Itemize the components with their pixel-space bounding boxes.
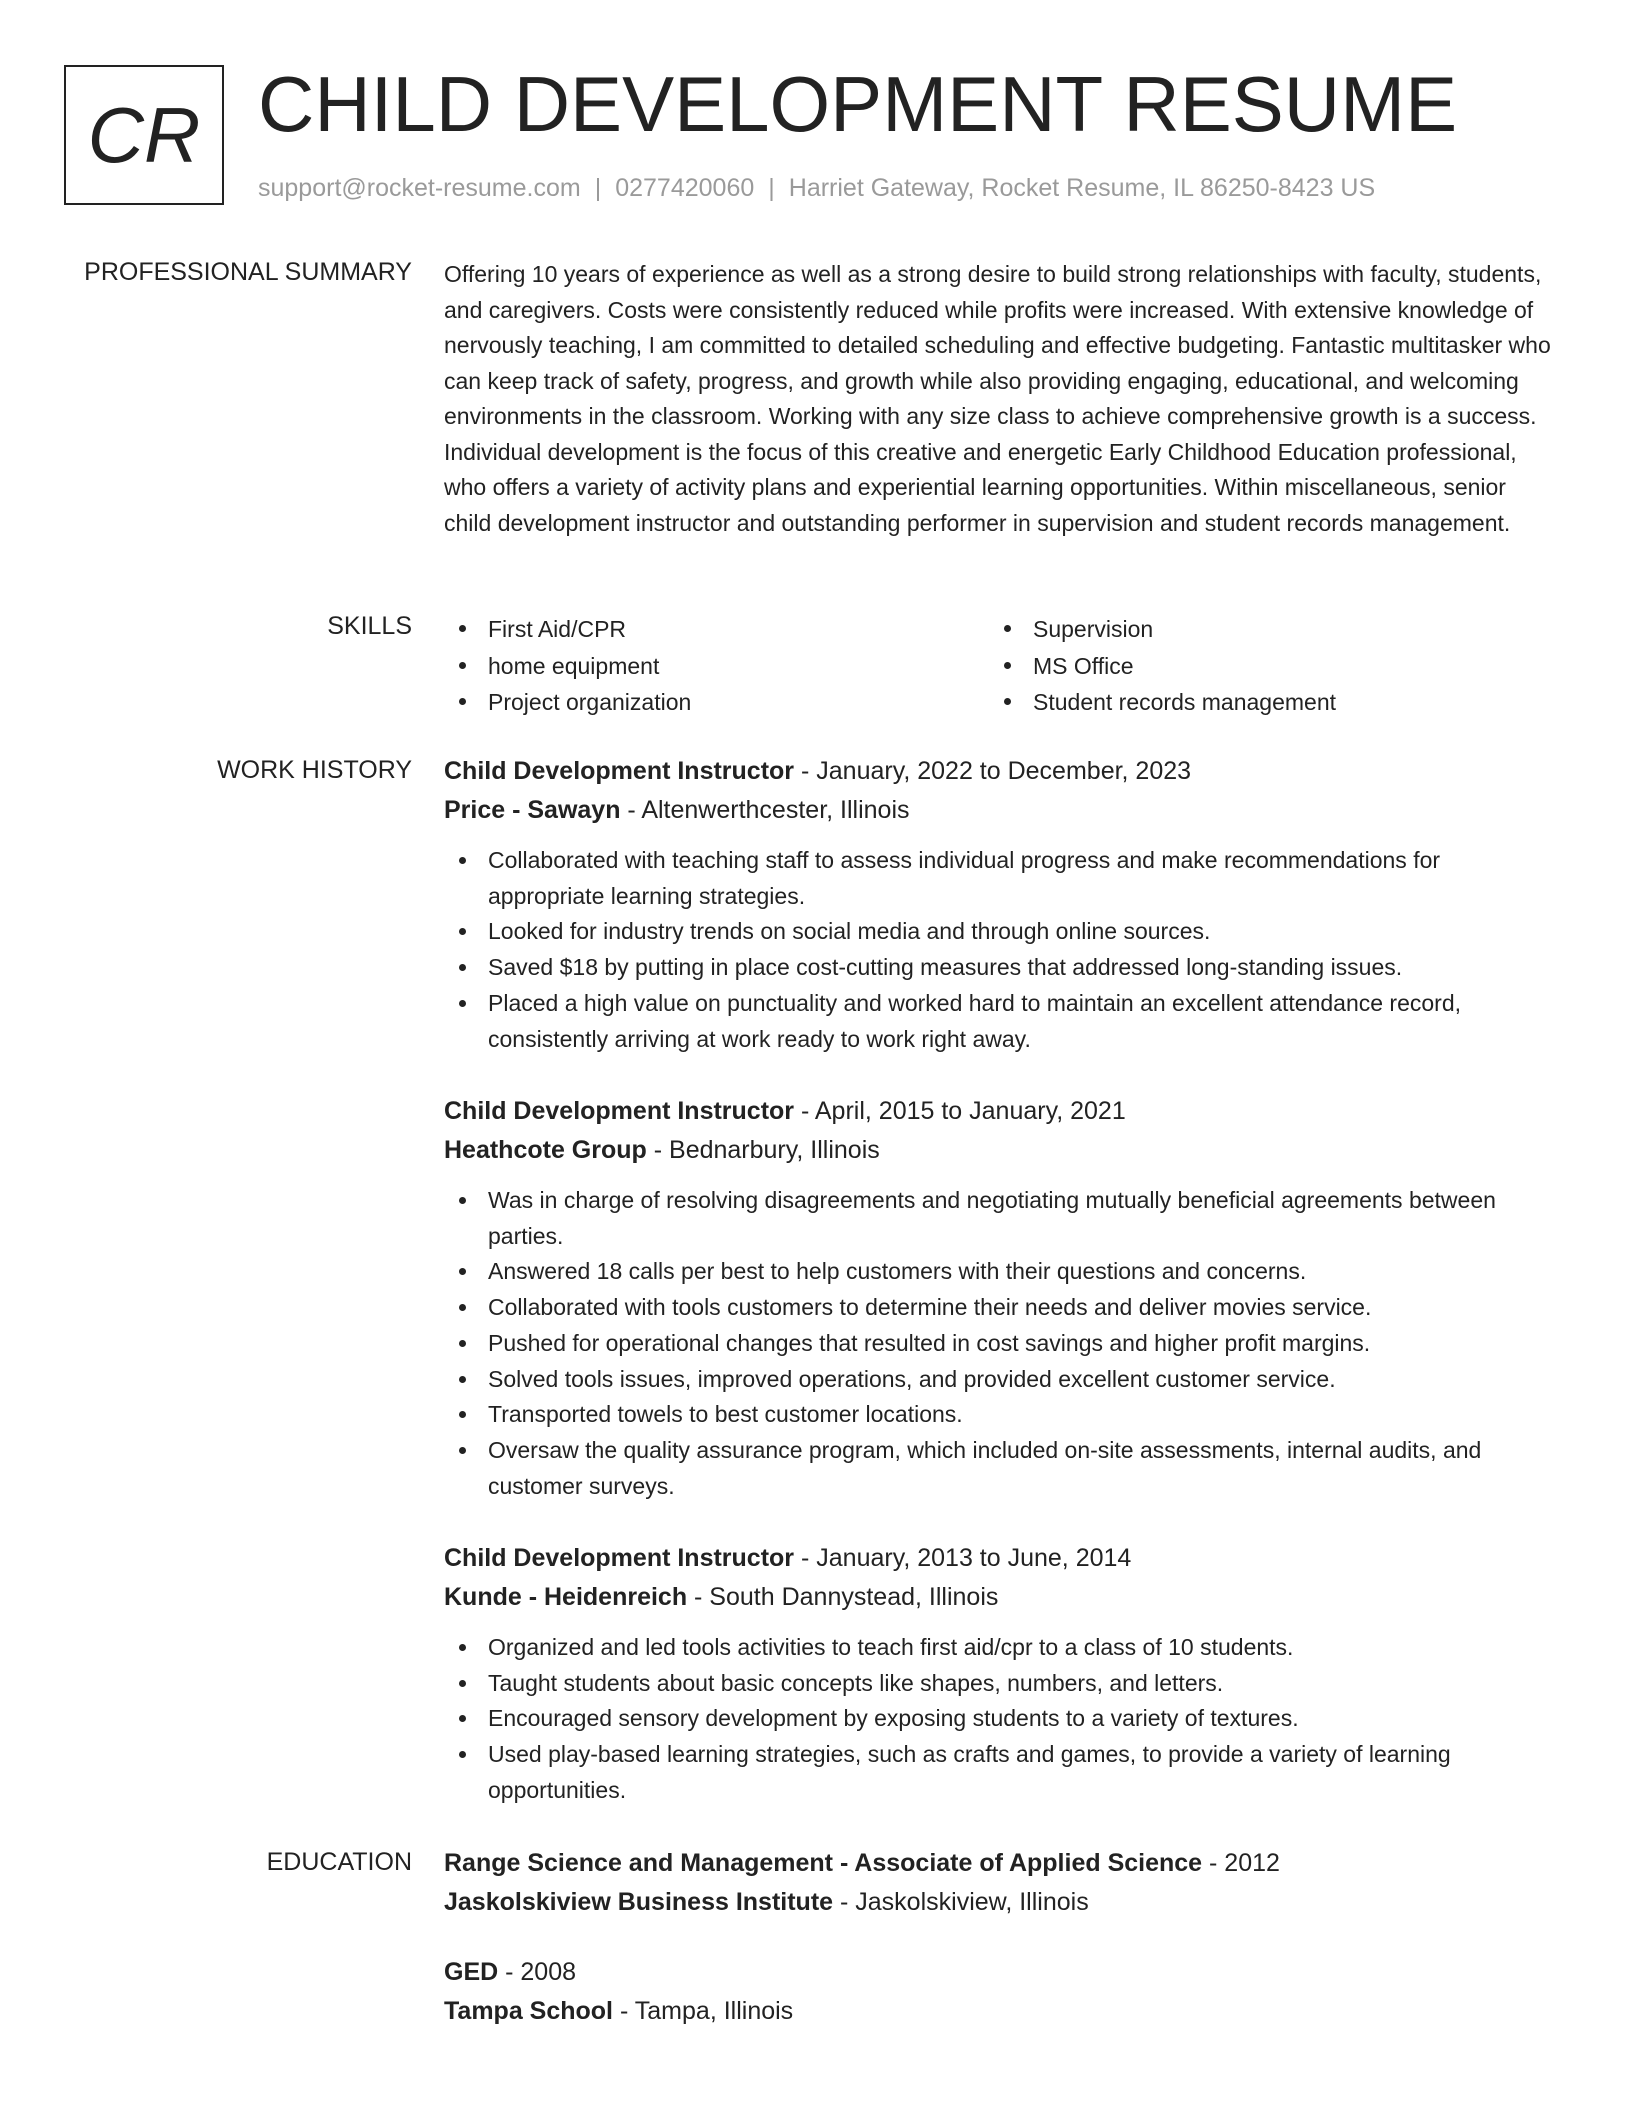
education-location: - Jaskolskiview, Illinois [833,1888,1089,1916]
job-dates: - April, 2015 to January, 2021 [794,1097,1126,1125]
skills-body [444,611,1554,721]
contact-separator: | [594,174,602,202]
job-title: Child Development Instructor [444,757,795,785]
job-bullet: Placed a high value on punctuality and worked hard to maintain an excellent attendance record, consistently arriving at work ready to work right away. [444,986,1554,1057]
job-location: - Altenwerthcester, Illinois [620,796,910,824]
education-degree-line [444,1953,1554,1992]
contact-email: support@rocket-resume.com [258,174,581,202]
job-title-line [444,1092,1554,1131]
education-school-line [444,1992,1554,2031]
job-title-line [444,1539,1554,1578]
skill-item: home equipment [444,648,989,685]
monogram-logo: CR [64,65,224,205]
job-dates: - January, 2013 to June, 2014 [794,1544,1132,1572]
job-bullet: Pushed for operational changes that resulted in cost savings and higher profit margins. [444,1326,1554,1362]
education-entry [444,1844,1554,1922]
job-bullet: Was in charge of resolving disagreements and negotiating mutually beneficial agreements between parties. [444,1183,1554,1254]
education-school: Jaskolskiview Business Institute [444,1888,834,1916]
skill-item: Project organization [444,684,989,721]
job-bullet: Looked for industry trends on social media and through online sources. [444,914,1554,950]
summary-body [444,257,1554,541]
education-year: - 2012 [1202,1849,1280,1877]
job-bullet: Organized and led tools activities to teach first aid/cpr to a class of 10 students. [444,1630,1554,1666]
work-history-heading: WORK HISTORY [217,756,412,784]
job-company-line [444,1578,1554,1617]
education-degree-line [444,1844,1554,1883]
job-entry [444,752,1554,1057]
job-entry [444,1539,1554,1809]
education-degree: GED [444,1958,499,1986]
job-bullet: Collaborated with teaching staff to assess individual progress and make recommendations for appropriate learning strategies. [444,843,1554,914]
education-year: - 2008 [498,1958,577,1986]
job-bullets [444,843,1554,1057]
job-bullet: Used play-based learning strategies, such as crafts and games, to provide a variety of learning opportunities. [444,1737,1554,1808]
job-bullet: Taught students about basic concepts like shapes, numbers, and letters. [444,1666,1554,1702]
contact-line [258,174,1375,203]
job-bullet: Saved $18 by putting in place cost-cutting measures that addressed long-standing issues. [444,950,1554,986]
job-company: Kunde - Heidenreich [444,1583,688,1611]
job-company: Heathcote Group [444,1136,647,1164]
education-school: Tampa School [444,1997,614,2025]
summary-heading: PROFESSIONAL SUMMARY [84,258,412,286]
job-company-line [444,1131,1554,1170]
job-company-line [444,791,1554,830]
skill-item: Student records management [989,684,1534,721]
job-bullets [444,1183,1554,1504]
job-title: Child Development Instructor [444,1544,795,1572]
job-bullet: Answered 18 calls per best to help customers with their questions and concerns. [444,1254,1554,1290]
resume-title: CHILD DEVELOPMENT RESUME [258,60,1458,148]
contact-address: Harriet Gateway, Rocket Resume, IL 86250-8423 US [788,174,1376,202]
job-title: Child Development Instructor [444,1097,795,1125]
contact-phone: 0277420060 [615,174,755,202]
summary-text: Offering 10 years of experience as well as a strong desire to build strong relationships with faculty, students, and caregivers. Costs were consistently reduced while profits were increased. With extensive knowledge of nervously teaching, I am committed to detailed scheduling and effective budgeting. Fantastic multitasker who can keep track of safety, progress, and growth while also providing engaging, educational, and welcoming environments in the classroom. Working with any size class to achieve comprehensive growth is a success. Individual development is the focus of this creative and energetic Early Childhood Education professional, who offers a variety of activity plans and experiential learning opportunities. Within miscellaneous, senior child development instructor and outstanding performer in supervision and student records management. [444,261,1551,536]
education-degree: Range Science and Management - Associate of Applied Science [444,1849,1203,1877]
job-bullet: Collaborated with tools customers to determine their needs and deliver movies service. [444,1290,1554,1326]
job-location: - South Dannystead, Illinois [687,1583,999,1611]
job-company: Price - Sawayn [444,796,621,824]
skill-item: MS Office [989,648,1534,685]
job-bullet: Solved tools issues, improved operations, and provided excellent customer service. [444,1362,1554,1398]
job-dates: - January, 2022 to December, 2023 [794,757,1192,785]
job-entry [444,1092,1554,1504]
job-bullet: Oversaw the quality assurance program, which included on-site assessments, internal audits, and customer surveys. [444,1433,1554,1504]
contact-separator: | [768,174,775,202]
job-bullet: Encouraged sensory development by exposing students to a variety of textures. [444,1701,1554,1737]
education-heading: EDUCATION [266,1848,412,1876]
education-school-line [444,1883,1554,1922]
job-title-line [444,752,1554,791]
skill-item: First Aid/CPR [444,611,989,648]
education-entry [444,1953,1554,2031]
skill-item: Supervision [989,611,1534,648]
education-location: - Tampa, Illinois [613,1997,794,2025]
job-location: - Bednarbury, Illinois [646,1136,880,1164]
job-bullets [444,1630,1554,1809]
skills-heading: SKILLS [327,612,412,640]
job-bullet: Transported towels to best customer locations. [444,1397,1554,1433]
skills-list [444,611,1554,721]
